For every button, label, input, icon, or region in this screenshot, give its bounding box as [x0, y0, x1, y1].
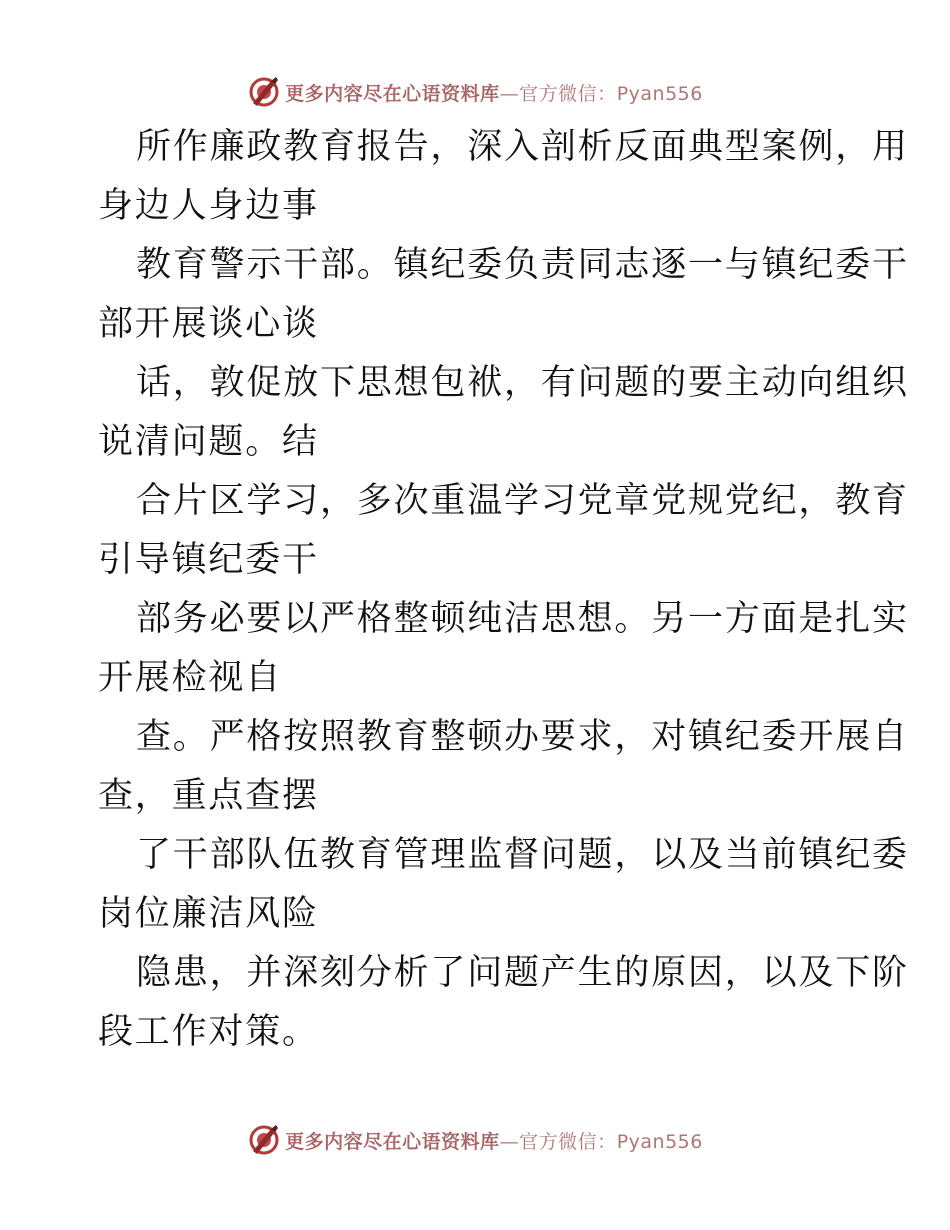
watermark-wechat-id: Pyan556: [616, 1130, 703, 1153]
text-line: 查。严格按照教育整顿办要求，对镇纪委开展自: [136, 717, 909, 757]
watermark-separator: —: [499, 82, 520, 105]
text-line: 开展检视自: [98, 658, 283, 698]
text-line: 岗位廉洁风险: [98, 894, 319, 934]
watermark-brand: 更多内容尽在心语资料库: [285, 1130, 500, 1153]
text-line: 段工作对策。: [98, 1012, 319, 1052]
watermark-brand: 更多内容尽在心语资料库: [285, 82, 500, 105]
text-line: 合片区学习，多次重温学习党章党规党纪，教育: [136, 481, 909, 521]
text-line: 查，重点查摆: [98, 776, 319, 816]
watermark-separator: —: [499, 1130, 520, 1153]
text-line: 部务必要以严格整顿纯洁思想。另一方面是扎实: [136, 599, 909, 639]
document-body: [98, 118, 909, 1062]
watermark-text: [285, 1127, 703, 1154]
footer-watermark: [0, 1120, 950, 1160]
text-line: 说清问题。结: [98, 422, 319, 462]
text-line: 教育警示干部。镇纪委负责同志逐一与镇纪委干: [136, 245, 909, 285]
watermark-text: [285, 79, 703, 106]
text-line: 所作廉政教育报告，深入剖析反面典型案例，用: [136, 127, 909, 167]
text-line: 话，敦促放下思想包袱，有问题的要主动向组织: [136, 363, 909, 403]
pen-logo-icon: [247, 75, 281, 109]
text-line: 身边人身边事: [98, 186, 319, 226]
pen-logo-icon: [247, 1123, 281, 1157]
watermark-wechat-id: Pyan556: [616, 82, 703, 105]
text-line: 引导镇纪委干: [98, 540, 319, 580]
text-line: 部开展谈心谈: [98, 304, 319, 344]
text-line: 了干部队伍教育管理监督问题，以及当前镇纪委: [136, 835, 909, 875]
text-line: 隐患，并深刻分析了问题产生的原因，以及下阶: [136, 953, 909, 993]
watermark-wechat-label: 官方微信：: [519, 82, 617, 105]
watermark-wechat-label: 官方微信：: [519, 1130, 617, 1153]
header-watermark: [0, 72, 950, 112]
